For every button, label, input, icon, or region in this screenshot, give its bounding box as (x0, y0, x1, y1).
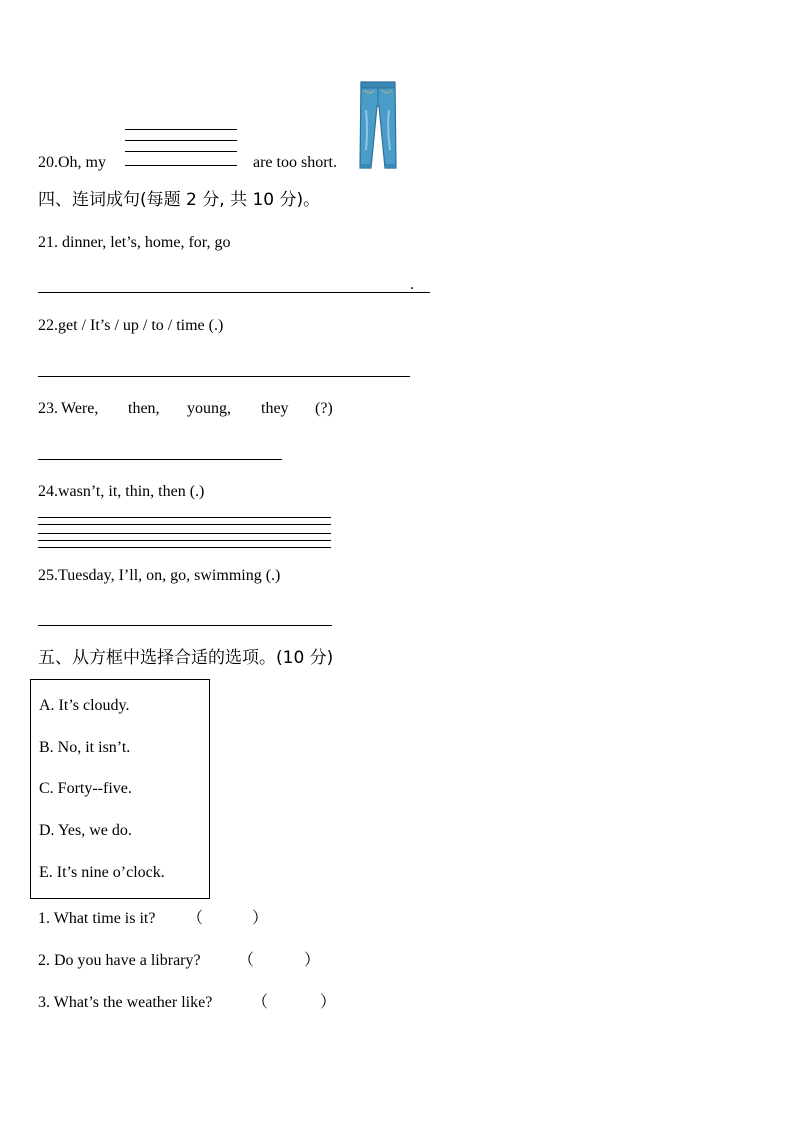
answer-line (38, 533, 331, 534)
question-21 (38, 233, 230, 253)
question-number: 21. (38, 234, 58, 251)
match-question-3: 3. What’s the weather like? (38, 994, 213, 1011)
question-20 (38, 153, 106, 173)
option-b: B. No, it isn’t. (39, 739, 131, 756)
question-word: Were, (61, 400, 99, 417)
section-4-title: 四、连词成句(每题 2 分, 共 10 分)。 (38, 190, 321, 210)
option-d: D. Yes, we do. (39, 822, 132, 839)
question-text: get / It’s / up / to / time (.) (58, 317, 224, 334)
jeans-icon (358, 80, 398, 170)
question-text: Tuesday, I’ll, on, go, swimming (.) (58, 567, 281, 584)
match-question-1: 1. What time is it? (38, 910, 156, 927)
answer-paren-close: ） (304, 952, 321, 969)
answer-line (38, 524, 331, 525)
end-mark: . (410, 276, 414, 293)
match-question-2: 2. Do you have a library? (38, 952, 201, 969)
option-c: C. Forty--five. (39, 780, 132, 797)
question-number: 25. (38, 567, 58, 584)
option-a: A. It’s cloudy. (39, 697, 130, 714)
question-23 (38, 399, 58, 419)
answer-line (125, 151, 237, 152)
question-text: dinner, let’s, home, for, go (58, 234, 231, 251)
answer-paren-open[interactable]: （ (238, 952, 255, 969)
answer-paren-close: ） (252, 910, 269, 927)
answer-line (38, 540, 331, 541)
question-number: 24. (38, 483, 58, 500)
answer-line (125, 140, 237, 141)
question-prefix: Oh, my (58, 154, 106, 171)
question-number: 23. (38, 400, 58, 417)
question-24 (38, 482, 204, 502)
question-number: 22. (38, 317, 58, 334)
answer-line (38, 625, 332, 626)
answer-line (125, 129, 237, 130)
answer-line (38, 547, 331, 548)
answer-line (38, 459, 282, 460)
question-word: young, (187, 400, 231, 417)
question-20-suffix: are too short. (253, 154, 337, 171)
question-22 (38, 316, 223, 336)
answer-line (125, 165, 237, 166)
answer-line (38, 517, 331, 518)
options-box (30, 679, 210, 899)
answer-line (38, 376, 410, 377)
section-5-title: 五、从方框中选择合适的选项。(10 分) (38, 648, 334, 668)
question-word: then, (128, 400, 160, 417)
answer-paren-close: ） (320, 994, 337, 1011)
answer-line (38, 292, 430, 293)
question-word: (?) (315, 400, 333, 417)
question-number: 20. (38, 154, 58, 171)
answer-paren-open[interactable]: （ (187, 910, 204, 927)
question-word: they (261, 400, 289, 417)
question-text: wasn’t, it, thin, then (.) (58, 483, 205, 500)
option-e: E. It’s nine o’clock. (39, 864, 165, 881)
question-25 (38, 566, 280, 586)
answer-paren-open[interactable]: （ (252, 994, 269, 1011)
